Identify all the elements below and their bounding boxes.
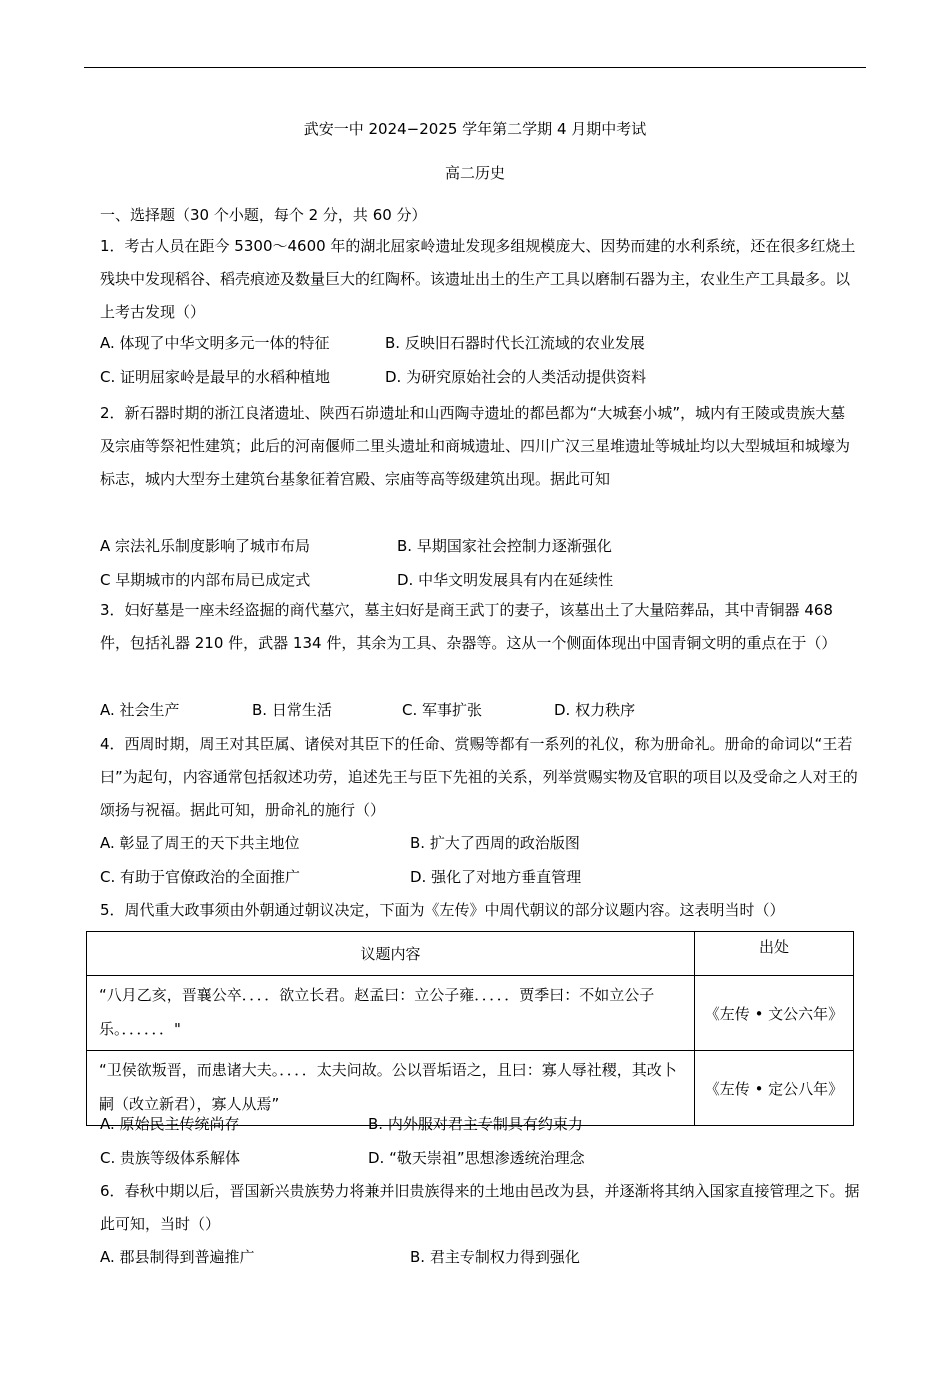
exam-title: 武安一中 2024−2025 学年第二学期 4 月期中考试 (303, 120, 647, 138)
header-rule (84, 67, 866, 68)
question-4-option-d: D. 强化了对地方垂直管理 (410, 868, 582, 886)
question-3-options (100, 693, 860, 727)
question-4-option-a: A. 彰显了周王的天下共主地位 (100, 834, 300, 852)
question-5-option-c: C. 贵族等级体系解体 (100, 1149, 241, 1167)
question-4-options (100, 826, 860, 894)
section-heading: 一、选择题（30 个小题，每个 2 分，共 60 分） (100, 206, 427, 224)
table-header-source: 出处 (695, 932, 854, 976)
question-1-stem: 1．考古人员在距今 5300～4600 年的湖北屈家岭遗址发现多组规模庞大、因势而建的水利系统，还在很多红烧土残块中发现稻谷、稻壳痕迹及数量巨大的红陶杯。该遗址出土的生产工具以磨制石器为主，农业生产工具最多。以上考古发现（） (100, 237, 856, 321)
question-6-option-b: B. 君主专制权力得到强化 (410, 1248, 580, 1266)
question-3-option-c: C. 军事扩张 (402, 701, 483, 719)
question-3-option-a: A. 社会生产 (100, 701, 180, 719)
question-3-option-b: B. 日常生活 (252, 701, 332, 719)
question-3-stem: 3．妇好墓是一座未经盗掘的商代墓穴，墓主妇好是商王武丁的妻子，该墓出土了大量陪葬品，其中青铜器 468 件，包括礼器 210 件，武器 134 件，其余为工具、杂器等。这从一个侧面体现出中国青铜文明的重点在于（） (100, 601, 837, 652)
table-cell-source: 《左传 • 定公八年》 (695, 1051, 854, 1126)
question-5-option-a: A. 原始民主传统尚存 (100, 1115, 240, 1133)
question-1-option-c: C. 证明屈家岭是最早的水稻种植地 (100, 368, 331, 386)
question-4-option-c: C. 有助于官僚政治的全面推广 (100, 868, 301, 886)
table-cell-content: “卫侯欲叛晋，而患诸大夫。．．．．太夫问故。公以晋垢语之，且曰：寡人辱社稷，其改卜嗣（改立新君），寡人从焉” (87, 1051, 695, 1126)
question-1-option-b: B. 反映旧石器时代长江流域的农业发展 (385, 334, 645, 352)
question-2-option-c: C 早期城市的内部布局已成定式 (100, 571, 311, 589)
question-5-table (86, 931, 854, 1126)
question-2-options (100, 529, 860, 597)
question-6-options (100, 1240, 860, 1274)
question-3-option-d: D. 权力秩序 (554, 701, 636, 719)
question-2-option-d: D. 中华文明发展具有内在延续性 (397, 571, 614, 589)
question-6-option-a: A. 郡县制得到普遍推广 (100, 1248, 255, 1266)
question-1-options (100, 326, 860, 394)
question-1-option-d: D. 为研究原始社会的人类活动提供资料 (385, 368, 647, 386)
table-cell-content: “八月乙亥，晋襄公卒．．．．欲立长君。赵孟曰：立公子雍．．．．．贾季曰：不如立公子乐。．．．．．．" (87, 976, 695, 1051)
question-6-stem: 6．春秋中期以后，晋国新兴贵族势力将兼并旧贵族得来的土地由邑改为县，并逐渐将其纳入国家直接管理之下。据此可知，当时（） (100, 1182, 860, 1233)
question-5-option-d: D. “敬天崇祖”思想渗透统治理念 (368, 1149, 585, 1167)
question-1-option-a: A. 体现了中华文明多元一体的特征 (100, 334, 330, 352)
question-5-stem: 5．周代重大政事须由外朝通过朝议决定，下面为《左传》中周代朝议的部分议题内容。这表明当时（） (100, 901, 785, 919)
table-header-row (87, 932, 854, 976)
question-2-stem: 2．新石器时期的浙江良渚遗址、陕西石峁遗址和山西陶寺遗址的都邑都为“大城套小城”，城内有王陵或贵族大墓及宗庙等祭祀性建筑；此后的河南偃师二里头遗址和商城遗址、四川广汉三星堆遗址等城址均以大型城垣和城壕为标志，城内大型夯土建筑台基象征着宫殿、宗庙等高等级建筑出现。据此可知 (100, 404, 851, 488)
table-row (87, 976, 854, 1051)
question-5-options (100, 1107, 860, 1175)
table-cell-source: 《左传 • 文公六年》 (695, 976, 854, 1051)
question-2-option-a: A 宗法礼乐制度影响了城市布局 (100, 537, 311, 555)
question-4-stem: 4．西周时期，周王对其臣属、诸侯对其臣下的任命、赏赐等都有一系列的礼仪，称为册命礼。册命的命词以“王若曰”为起句，内容通常包括叙述功劳，追述先王与臣下先祖的关系，列举赏赐实物及官职的项目以及受命之人对王的颂扬与祝福。据此可知，册命礼的施行（） (100, 735, 858, 819)
question-2-option-b: B. 早期国家社会控制力逐渐强化 (397, 537, 612, 555)
table-header-content: 议题内容 (87, 932, 695, 976)
question-4-option-b: B. 扩大了西周的政治版图 (410, 834, 580, 852)
subject-title: 高二历史 (444, 164, 505, 182)
question-5-option-b: B. 内外服对君主专制具有约束力 (368, 1115, 583, 1133)
